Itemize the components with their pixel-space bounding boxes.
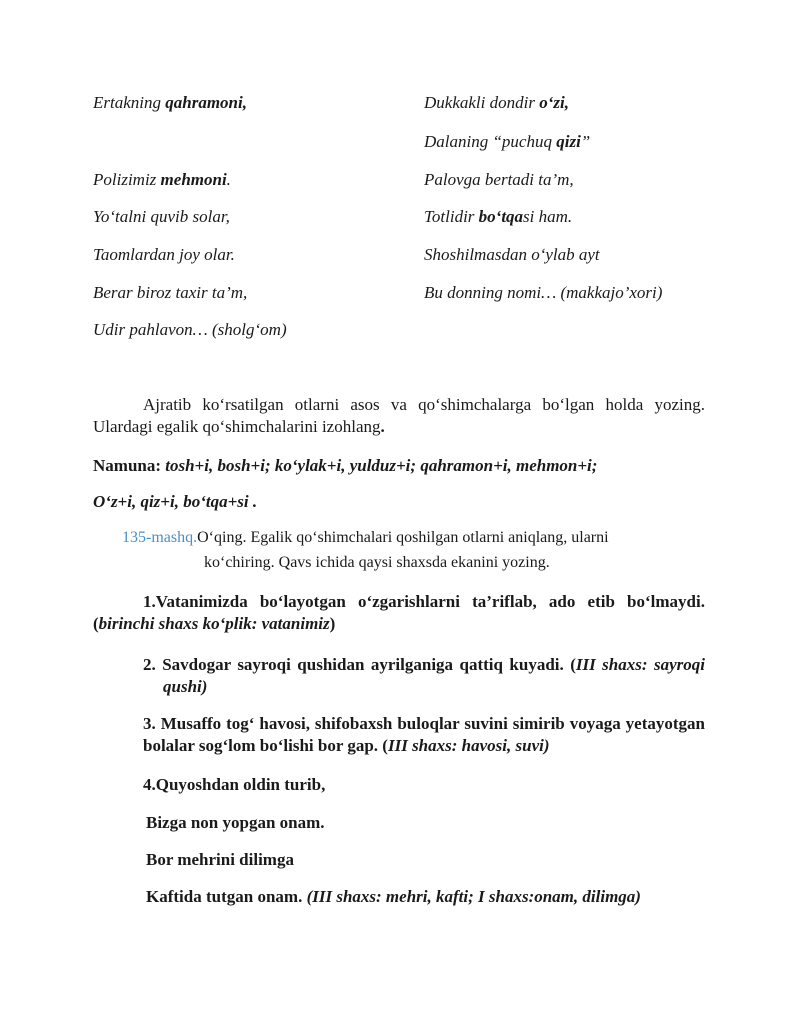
- exercise-item-3: 3. Musaffo tog‘ havosi, shifobaxsh buloqlar suvini simirib voyaga yetayotgan bolalar sog‘lom bo‘lishi bor gap. (III shaxs: havosi, suvi): [143, 714, 705, 755]
- poem-left-line-3: Yo‘talni quvib solar,: [93, 207, 230, 226]
- poem-left-line-5: Berar biroz taxir ta’m,: [93, 283, 248, 302]
- poem-left-line-1: Ertakning qahramoni,: [93, 93, 247, 112]
- poem2-line-1: 4.Quyoshdan oldin turib,: [143, 775, 326, 794]
- exercise-number: 135-mashq.: [122, 529, 198, 546]
- exercise-item-1: 1.Vatanimizda bo‘layotgan o‘zgarishlarni ta’riflab, ado etib bo‘lmaydi. (birinchi shaxs ko‘plik: vatanimiz): [93, 592, 705, 633]
- poem-left-line-4: Taomlardan joy olar.: [93, 245, 235, 264]
- exercise-item-2: 2. Savdogar sayroqi qushidan ayrilganiga qattiq kuyadi. (III shaxs: sayroqi qushi): [143, 655, 705, 696]
- poem-right-line-6: Bu donning nomi… (makkajo’xori): [424, 283, 663, 302]
- poem2-line-2: Bizga non yopgan onam.: [146, 813, 325, 832]
- sample-line-2: O‘z+i, qiz+i, bo‘tqa+si .: [93, 492, 258, 511]
- poem-right-line-3: Palovga bertadi ta’m,: [424, 170, 574, 189]
- poem-right-line-4: Totlidir bo‘tqasi ham.: [424, 207, 573, 226]
- poem-right-line-5: Shoshilmasdan o‘ylab ayt: [424, 245, 600, 264]
- sample-line-1: Namuna: tosh+i, bosh+i; ko‘ylak+i, yulduz+i; qahramon+i, mehmon+i;: [93, 456, 598, 475]
- poem-left-line-6: Udir pahlavon… (sholg‘om): [93, 320, 287, 339]
- exercise-heading-line-2: ko‘chiring. Qavs ichida qaysi shaxsda ekanini yozing.: [204, 554, 550, 571]
- exercise-heading: 135-mashq.O‘qing. Egalik qo‘shimchalari qoshilgan otlarni aniqlang, ularni: [122, 529, 609, 546]
- poem-right-line-2: Dalaning “puchuq qizi”: [424, 132, 591, 151]
- poem-right-line-1: Dukkakli dondir o‘zi,: [424, 93, 569, 112]
- poem-left-line-2: Polizimiz mehmoni.: [93, 170, 231, 189]
- task-paragraph: Ajratib ko‘rsatilgan otlarni asos va qo‘shimchalarga bo‘lgan holda yozing. Ulardagi egalik qo‘shimchalarini izohlang.: [93, 395, 705, 436]
- poem2-line-4: Kaftida tutgan onam. (III shaxs: mehri, kafti; I shaxs:onam, dilimga): [146, 887, 641, 906]
- poem2-line-3: Bor mehrini dilimga: [146, 850, 294, 869]
